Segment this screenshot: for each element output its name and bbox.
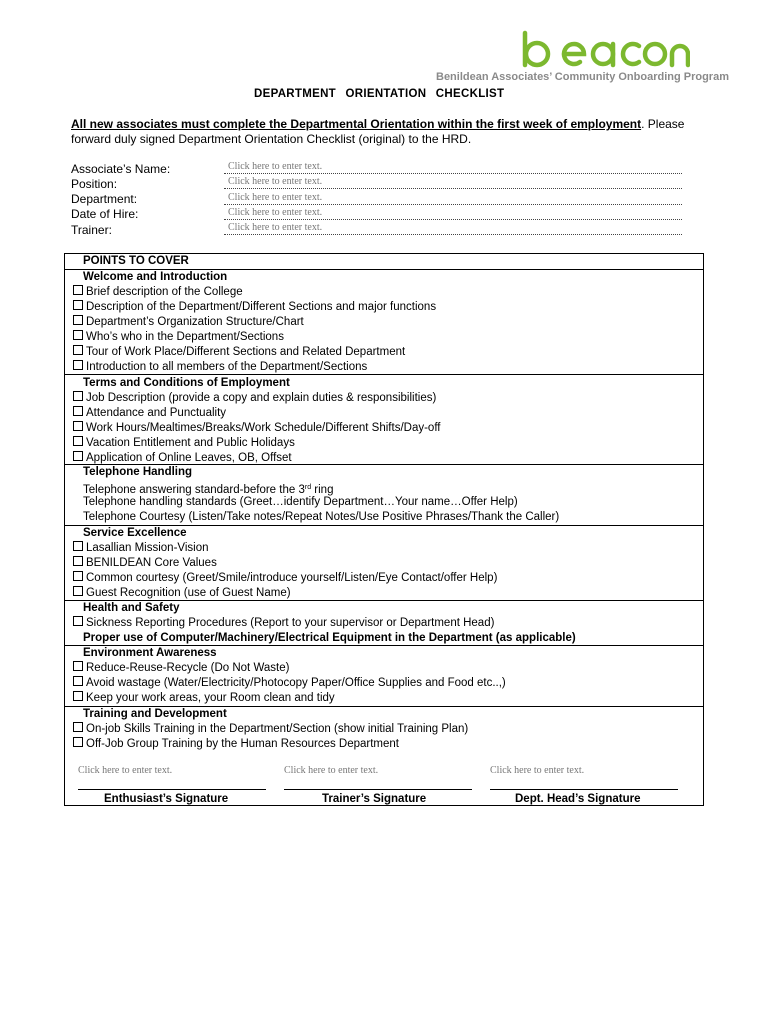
checklist-item[interactable] bbox=[73, 722, 468, 737]
telephone-line: Telephone Courtesy (Listen/Take notes/Repeat Notes/Use Positive Phrases/Thank the Caller) bbox=[83, 511, 560, 523]
section-welcome bbox=[65, 269, 703, 375]
checkbox[interactable] bbox=[73, 360, 83, 370]
item-label: On-job Skills Training in the Department/Section (show initial Training Plan) bbox=[86, 723, 469, 735]
section-terms bbox=[65, 374, 703, 465]
item-label: Sickness Reporting Procedures (Report to your supervisor or Department Head) bbox=[86, 617, 495, 629]
orientation-checklist bbox=[64, 253, 704, 806]
item-label: Department’s Organization Structure/Chart bbox=[86, 316, 304, 328]
checkbox[interactable] bbox=[73, 315, 83, 325]
checkbox[interactable] bbox=[73, 451, 83, 461]
item-label: Brief description of the College bbox=[86, 286, 243, 298]
item-label: Vacation Entitlement and Public Holidays bbox=[86, 437, 295, 449]
item-label: Introduction to all members of the Department/Sections bbox=[86, 361, 368, 373]
checklist-item[interactable] bbox=[73, 406, 226, 421]
intro-paragraph bbox=[71, 117, 691, 147]
intro-emphasis: All new associates must complete the Departmental Orientation within the first week of employment bbox=[71, 117, 642, 131]
position-label: Position: bbox=[71, 177, 118, 191]
points-to-cover-heading: POINTS TO COVER bbox=[83, 255, 189, 267]
checklist-item[interactable] bbox=[73, 421, 441, 436]
associate-name-label: Associate’s Name: bbox=[71, 162, 171, 176]
item-label: Attendance and Punctuality bbox=[86, 407, 227, 419]
section-title: Terms and Conditions of Employment bbox=[83, 377, 290, 389]
section-title: Welcome and Introduction bbox=[83, 271, 228, 283]
item-label: Description of the Department/Different Sections and major functions bbox=[86, 301, 437, 313]
checklist-header-row bbox=[65, 254, 703, 269]
ordinal-suffix: rd bbox=[304, 484, 312, 491]
section-title: Service Excellence bbox=[83, 527, 187, 539]
enthusiast-signature-field[interactable]: Click here to enter text. bbox=[78, 765, 173, 776]
checklist-item[interactable] bbox=[73, 436, 295, 451]
item-label: Avoid wastage (Water/Electricity/Photocopy Paper/Office Supplies and Food etc..,) bbox=[86, 677, 506, 689]
signature-line bbox=[78, 789, 266, 790]
department-field[interactable]: Click here to enter text. bbox=[224, 192, 682, 205]
checklist-item[interactable] bbox=[73, 285, 243, 300]
checkbox[interactable] bbox=[73, 586, 83, 596]
section-environment bbox=[65, 645, 703, 707]
checkbox[interactable] bbox=[73, 737, 83, 747]
section-subheading: Proper use of Computer/Machinery/Electrical Equipment in the Department (as applicable) bbox=[83, 632, 576, 644]
checkbox[interactable] bbox=[73, 556, 83, 566]
checkbox[interactable] bbox=[73, 345, 83, 355]
section-title: Training and Development bbox=[83, 708, 227, 720]
checklist-item[interactable] bbox=[73, 616, 494, 631]
checkbox[interactable] bbox=[73, 391, 83, 401]
checkbox[interactable] bbox=[73, 571, 83, 581]
checkbox[interactable] bbox=[73, 661, 83, 671]
line-text: Telephone answering standard-before the 3 bbox=[83, 484, 305, 496]
section-telephone bbox=[65, 464, 703, 526]
trainer-field[interactable]: Click here to enter text. bbox=[224, 222, 682, 235]
trainer-signature-label: Trainer’s Signature bbox=[322, 793, 427, 805]
checklist-item[interactable] bbox=[73, 300, 436, 315]
signature-line bbox=[284, 789, 472, 790]
item-label: Off-Job Group Training by the Human Resources Department bbox=[86, 738, 399, 750]
item-label: Common courtesy (Greet/Smile/introduce yourself/Listen/Eye Contact/offer Help) bbox=[86, 572, 498, 584]
section-title: Health and Safety bbox=[83, 602, 180, 614]
item-label: Tour of Work Place/Different Sections and Related Department bbox=[86, 346, 406, 358]
checkbox[interactable] bbox=[73, 406, 83, 416]
item-label: Keep your work areas, your Room clean and tidy bbox=[86, 692, 335, 704]
checklist-item[interactable] bbox=[73, 556, 217, 571]
enthusiast-signature-label: Enthusiast’s Signature bbox=[104, 793, 229, 805]
item-label: Guest Recognition (use of Guest Name) bbox=[86, 587, 291, 599]
checkbox[interactable] bbox=[73, 300, 83, 310]
item-label: Job Description (provide a copy and explain duties & responsibilities) bbox=[86, 392, 437, 404]
checklist-item[interactable] bbox=[73, 360, 367, 375]
trainer-label: Trainer: bbox=[71, 223, 112, 237]
checklist-item[interactable] bbox=[73, 345, 405, 360]
dept-head-signature-field[interactable]: Click here to enter text. bbox=[490, 765, 585, 776]
program-name: Benildean Associates’ Community Onboarding Program bbox=[436, 71, 729, 83]
checklist-item[interactable] bbox=[73, 691, 335, 706]
checkbox[interactable] bbox=[73, 616, 83, 626]
checkbox[interactable] bbox=[73, 691, 83, 701]
line-text: ring bbox=[311, 484, 334, 496]
checkbox[interactable] bbox=[73, 541, 83, 551]
beacon-logo bbox=[520, 30, 690, 70]
trainer-signature-field[interactable]: Click here to enter text. bbox=[284, 765, 379, 776]
checklist-item[interactable] bbox=[73, 661, 289, 676]
checkbox[interactable] bbox=[73, 421, 83, 431]
section-title: Telephone Handling bbox=[83, 466, 193, 478]
checklist-item[interactable] bbox=[73, 737, 399, 752]
associate-name-field[interactable]: Click here to enter text. bbox=[224, 161, 682, 174]
checklist-item[interactable] bbox=[73, 586, 291, 601]
intro-rest: . Please forward duly signed Department Orientation Checklist (original) to the HRD. bbox=[71, 117, 685, 146]
item-label: BENILDEAN Core Values bbox=[86, 557, 217, 569]
signature-line bbox=[490, 789, 678, 790]
checkbox[interactable] bbox=[73, 285, 83, 295]
department-label: Department: bbox=[71, 192, 138, 206]
checklist-item[interactable] bbox=[73, 676, 506, 691]
checkbox[interactable] bbox=[73, 676, 83, 686]
date-of-hire-field[interactable]: Click here to enter text. bbox=[224, 207, 682, 220]
section-health bbox=[65, 600, 703, 646]
section-title: Environment Awareness bbox=[83, 647, 217, 659]
checkbox[interactable] bbox=[73, 330, 83, 340]
telephone-line: Telephone handling standards (Greet…identify Department…Your name…Offer Help) bbox=[83, 496, 518, 508]
checkbox[interactable] bbox=[73, 722, 83, 732]
checklist-item[interactable] bbox=[73, 330, 284, 345]
item-label: Who’s who in the Department/Sections bbox=[86, 331, 284, 343]
item-label: Work Hours/Mealtimes/Breaks/Work Schedule/Different Shifts/Day-off bbox=[86, 422, 441, 434]
checklist-item[interactable] bbox=[73, 315, 304, 330]
section-training bbox=[65, 706, 703, 806]
section-service bbox=[65, 525, 703, 601]
item-label: Reduce-Reuse-Recycle (Do Not Waste) bbox=[86, 662, 290, 674]
page-title: DEPARTMENT ORIENTATION CHECKLIST bbox=[254, 88, 505, 100]
item-label: Lasallian Mission-Vision bbox=[86, 542, 209, 554]
checklist-item[interactable] bbox=[73, 391, 436, 406]
date-of-hire-label: Date of Hire: bbox=[71, 207, 139, 221]
item-label: Application of Online Leaves, OB, Offset bbox=[86, 452, 292, 464]
checklist-item[interactable] bbox=[73, 541, 209, 556]
checklist-item[interactable] bbox=[73, 571, 497, 586]
position-field[interactable]: Click here to enter text. bbox=[224, 176, 682, 189]
dept-head-signature-label: Dept. Head’s Signature bbox=[515, 793, 641, 805]
checkbox[interactable] bbox=[73, 436, 83, 446]
